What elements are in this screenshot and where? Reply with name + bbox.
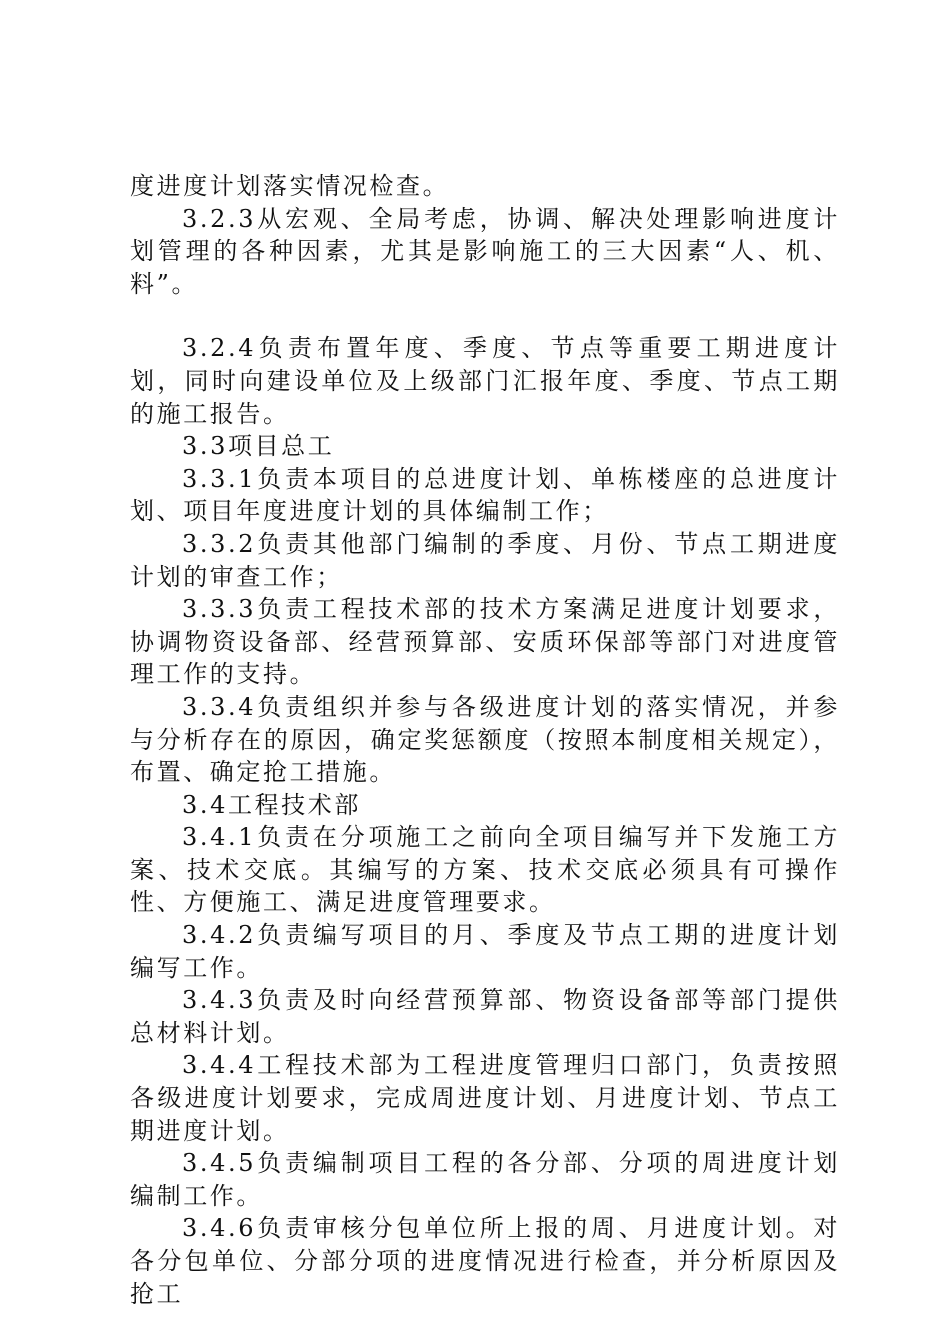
paragraph-3-2-4: 3.2.4负责布置年度、季度、节点等重要工期进度计划，同时向建设单位及上级部门汇报年度、季度、节点工期的施工报告。 bbox=[130, 334, 840, 428]
paragraph-3-4-6: 3.4.6负责审核分包单位所上报的周、月进度计划。对各分包单位、分部分项的进度情况进行检查，并分析原因及抢工 bbox=[130, 1214, 840, 1308]
document-body bbox=[130, 170, 840, 1310]
paragraph-3-4-1: 3.4.1负责在分项施工之前向全项目编写并下发施工方案、技术交底。其编写的方案、技术交底必须具有可操作性、方便施工、满足进度管理要求。 bbox=[130, 823, 840, 917]
paragraph-3-4-5: 3.4.5负责编制项目工程的各分部、分项的周进度计划编制工作。 bbox=[130, 1149, 840, 1210]
paragraph-continuation: 度进度计划落实情况检查。 bbox=[130, 172, 450, 200]
paragraph-3-4-4: 3.4.4工程技术部为工程进度管理归口部门，负责按照各级进度计划要求，完成周进度计划、月进度计划、节点工期进度计划。 bbox=[130, 1051, 840, 1145]
paragraph-3-3-4: 3.3.4负责组织并参与各级进度计划的落实情况，并参与分析存在的原因，确定奖惩额度（按照本制度相关规定），布置、确定抢工措施。 bbox=[130, 692, 840, 787]
paragraph-3-4-2: 3.4.2负责编写项目的月、季度及节点工期的进度计划编写工作。 bbox=[130, 921, 840, 982]
paragraph-3-3-3: 3.3.3负责工程技术部的技术方案满足进度计划要求，协调物资设备部、经营预算部、安质环保部等部门对进度管理工作的支持。 bbox=[130, 595, 840, 689]
paragraph-3-3-2: 3.3.2负责其他部门编制的季度、月份、节点工期进度计划的审查工作； bbox=[130, 529, 840, 591]
section-heading-3-4: 3.4工程技术部 bbox=[182, 790, 361, 819]
paragraph-3-4-3: 3.4.3负责及时向经营预算部、物资设备部等部门提供总材料计划。 bbox=[130, 986, 840, 1047]
paragraph-3-2-3: 3.2.3从宏观、全局考虑，协调、解决处理影响进度计划管理的各种因素，尤其是影响施工的三大因素“人、机、料”。 bbox=[130, 204, 840, 298]
section-heading-3-3: 3.3项目总工 bbox=[182, 432, 335, 461]
paragraph-3-3-1: 3.3.1负责本项目的总进度计划、单栋楼座的总进度计划、项目年度进度计划的具体编制工作； bbox=[130, 464, 840, 526]
